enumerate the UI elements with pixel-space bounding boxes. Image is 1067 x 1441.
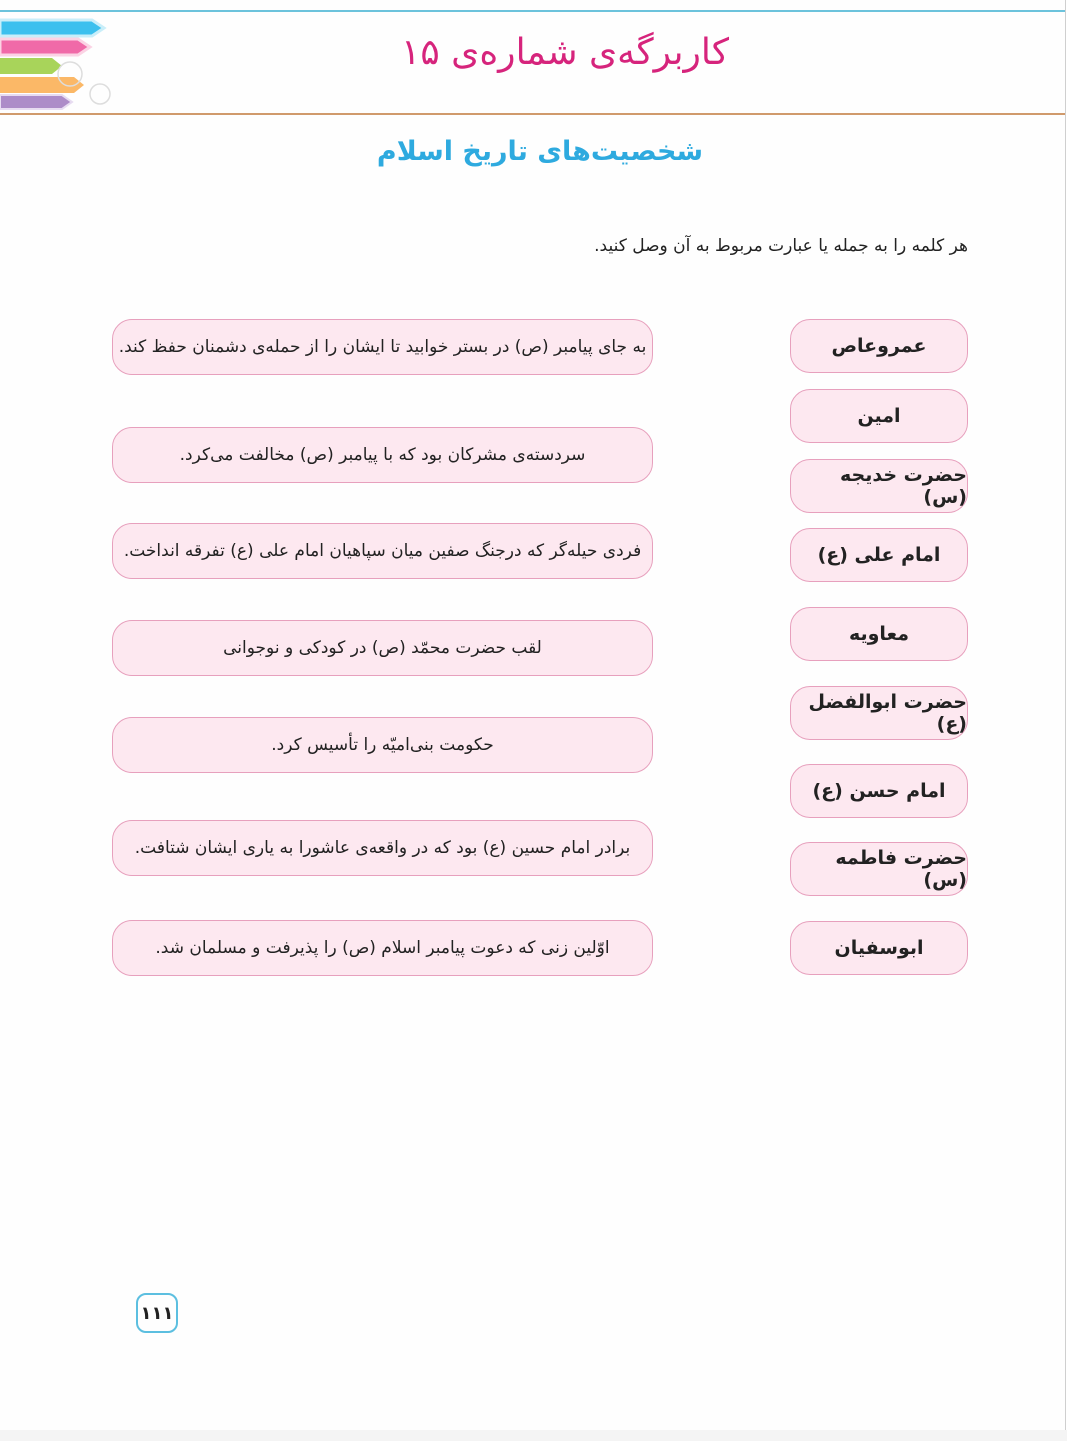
name-box[interactable]: امین [790, 389, 968, 443]
ribbon-purple [0, 95, 72, 109]
page-number: ۱۱۱ [136, 1293, 178, 1333]
sentence-box[interactable]: فردی حیله‌گر که درجنگ صفین میان سپاهیان امام علی (ع) تفرقه انداخت. [112, 523, 653, 579]
page-subtitle: شخصیت‌های تاریخ اسلام [376, 136, 704, 167]
instruction-text: هر کلمه را به جمله یا عبارت مربوط به آن وصل کنید. [594, 236, 968, 256]
name-box[interactable]: ابوسفیان [790, 921, 968, 975]
header-top-line [0, 10, 1065, 12]
name-box[interactable]: حضرت ابوالفضل (ع) [790, 686, 968, 740]
name-box[interactable]: حضرت فاطمه (س) [790, 842, 968, 896]
bottom-strip [0, 1430, 1067, 1441]
sentence-box[interactable]: لقب حضرت محمّد (ص) در کودکی و نوجوانی [112, 620, 653, 676]
header-bottom-line [0, 113, 1065, 115]
ribbon-pink [0, 39, 90, 55]
sentence-box[interactable]: برادر امام حسین (ع) بود که در واقعه‌ی عاشورا به یاری ایشان شتافت. [112, 820, 653, 876]
sentence-box[interactable]: اوّلین زنی که دعوت پیامبر اسلام (ص) را پذیرفت و مسلمان شد. [112, 920, 653, 976]
name-box[interactable]: معاویه [790, 607, 968, 661]
name-box[interactable]: امام علی (ع) [790, 528, 968, 582]
name-box[interactable]: امام حسن (ع) [790, 764, 968, 818]
ribbon-green [0, 58, 62, 74]
name-box[interactable]: حضرت خدیجه (س) [790, 459, 968, 513]
decorative-ribbons-icon [0, 14, 120, 114]
name-box[interactable]: عمروعاص [790, 319, 968, 373]
sentence-box[interactable]: سردسته‌ی مشرکان بود که با پیامبر (ص) مخالفت می‌کرد. [112, 427, 653, 483]
sentence-box[interactable]: حکومت بنی‌امیّه را تأسیس کرد. [112, 717, 653, 773]
sentence-box[interactable]: به جای پیامبر (ص) در بستر خوابید تا ایشان را از حمله‌ی دشمنان حفظ کند. [112, 319, 653, 375]
ribbon-orange [0, 77, 84, 93]
page-title: کاربرگه‌ی شماره‌ی ۱۵ [401, 32, 729, 73]
ribbon-blue [0, 20, 104, 36]
